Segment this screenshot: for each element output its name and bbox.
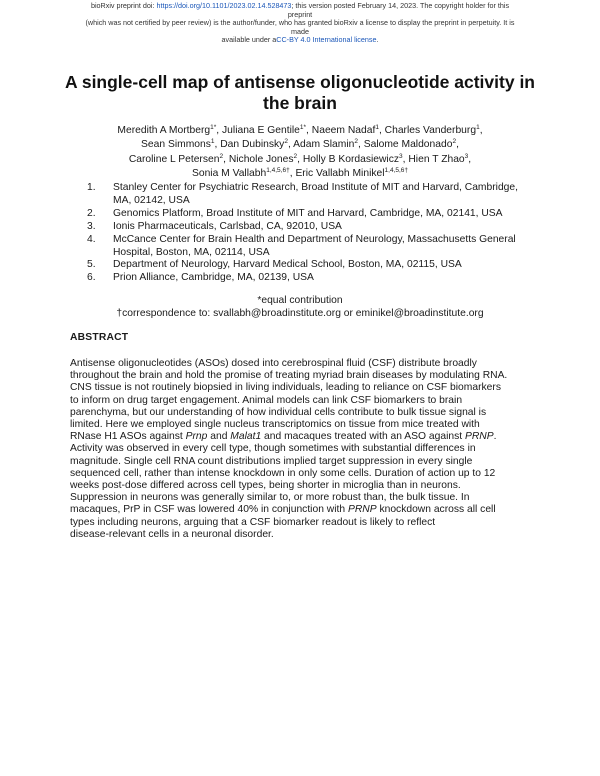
affiliation-text: Prion Alliance, Cambridge, MA, 02139, USA bbox=[113, 272, 314, 284]
abstract-line: parenchyma, but our understanding of how individual cells contribute to bulk tissue signal is bbox=[70, 406, 487, 418]
author-name: Juliana E Gentile$^{1*}$, bbox=[222, 124, 312, 136]
author-affiliation-marker: 1 bbox=[210, 138, 215, 146]
affiliation-number: 4. bbox=[87, 233, 96, 245]
affiliation-text: Ionis Pharmaceuticals, Carlsbad, CA, 92010, USA bbox=[113, 220, 342, 232]
author-name: Meredith A Mortberg$^{1*}$, bbox=[117, 124, 223, 136]
abstract-line: to inform on drug target engagement. Animal models can link CSF biomarkers to brain bbox=[70, 394, 463, 406]
author-affiliation-marker: 3 bbox=[399, 152, 403, 160]
author-affiliation-marker: 3 bbox=[464, 152, 469, 160]
abstract-body bbox=[70, 358, 532, 541]
abstract-line: sequenced cell, rather than intense knockdown in only some cells. Duration of action up to 12 bbox=[70, 467, 496, 479]
notice-line-3: available under aCC-BY 4.0 International license. bbox=[221, 35, 379, 45]
abstract-line: throughout the brain and hold the promise of treating myriad brain diseases by modulating RNA. bbox=[70, 370, 508, 382]
author-affiliation-marker: 1,4,5,6† bbox=[384, 167, 409, 175]
affiliation-item bbox=[87, 221, 537, 234]
abstract-line: Antisense oligonucleotides (ASOs) dosed into cerebrospinal fluid (CSF) distribute broadly bbox=[70, 358, 477, 369]
affiliation-item bbox=[87, 234, 537, 260]
equal-contribution-note: *equal contribution bbox=[257, 295, 343, 306]
affiliation-item bbox=[87, 272, 537, 285]
abstract-line: limited. Here we employed single nucleus transcriptomics on tissue from mice treated with bbox=[70, 419, 480, 431]
gene-name: PRNP bbox=[347, 504, 377, 516]
abstract-line: magnitude. Single cell RNA count distributions implied target suppression in every single bbox=[70, 455, 473, 467]
gene-name: Malat1 bbox=[230, 431, 262, 443]
author-affiliation-marker: 2 bbox=[284, 138, 288, 146]
abstract-heading: ABSTRACT bbox=[70, 332, 129, 343]
affiliation-text: Genomics Platform, Broad Institute of MIT and Harvard, Cambridge, MA, 02141, USA bbox=[113, 207, 503, 219]
affiliation-number: 6. bbox=[87, 272, 96, 284]
author-list bbox=[95, 124, 505, 182]
gene-name: Prnp bbox=[185, 431, 208, 443]
affiliation-text: Department of Neurology, Harvard Medical School, Boston, MA, 02115, USA bbox=[113, 259, 462, 271]
affiliation-number: 2. bbox=[87, 207, 96, 219]
author-name: Adam Slamin$^2$, bbox=[293, 138, 364, 151]
affiliation-item bbox=[87, 259, 537, 272]
correspondence-note: †correspondence to: svallabh@broadinstitute.org or eminikel@broadinstitute.org bbox=[116, 307, 484, 319]
license-link[interactable]: CC-BY 4.0 International license bbox=[276, 35, 377, 45]
preprint-notice bbox=[80, 2, 520, 45]
author-affiliation-marker: 1* bbox=[210, 124, 217, 131]
affiliation-list bbox=[87, 182, 537, 285]
author-affiliation-marker: 2 bbox=[354, 138, 358, 146]
affiliation-text: Stanley Center for Psychiatric Research, Broad Institute of MIT and Harvard, Cambridge, MA, 02142, USA bbox=[113, 182, 518, 206]
author-name: Hien T Zhao$^3$, bbox=[408, 152, 472, 165]
paper-title: A single-cell map of antisense oligonucleotide activity in the brain bbox=[64, 72, 535, 113]
author-name: Naeem Nadaf$^1$, bbox=[311, 124, 385, 136]
doi-link[interactable]: https://doi.org/10.1101/2023.02.14.528473 bbox=[156, 1, 292, 10]
abstract-line: disease-relevant cells in a neuronal disorder. bbox=[70, 528, 274, 540]
contribution-notes bbox=[70, 295, 530, 321]
author-affiliation-marker: 2 bbox=[452, 138, 457, 146]
abstract-line: Activity was observed in every cell type, though sometimes with substantial differences in bbox=[70, 443, 476, 455]
author-affiliation-marker: 2 bbox=[219, 152, 224, 160]
author-affiliation-marker: 1* bbox=[299, 124, 307, 131]
author-name: Holly B Kordasiewicz$^3$, bbox=[302, 152, 409, 165]
abstract-line: types including neurons, arguing that a CSF biomarker readout is likely to reflect bbox=[70, 516, 436, 528]
author-affiliation-marker: 1 bbox=[476, 124, 480, 131]
author-name: Sean Simmons$^1$, bbox=[141, 138, 221, 151]
abstract-line: Suppression in neurons was generally similar to, or more robust than, the bulk tissue. In bbox=[70, 492, 470, 504]
notice-line-1: bioRxiv preprint doi: https://doi.org/10.1101/2023.02.14.528473; this version posted February 14, 2023. The copyright holder for this preprint bbox=[90, 1, 510, 19]
author-affiliation-marker: 1,4,5,6† bbox=[266, 167, 290, 175]
abstract-line: weeks post-dose differed across cell types, being shorter in microglia than in neurons. bbox=[70, 480, 461, 492]
gene-name: PRNP bbox=[464, 431, 494, 443]
abstract-line: RNase H1 ASOs against Prnp and Malat1 and macaques treated with an ASO against PRNP. bbox=[70, 431, 497, 443]
author-name: Eric Vallabh Minikel$^{1,4,5,6\dagger}$ bbox=[295, 167, 409, 180]
affiliation-text: McCance Center for Brain Health and Department of Neurology, Massachusetts General Hospital, Boston, MA, 02114, USA bbox=[113, 233, 516, 258]
affiliation-item bbox=[87, 182, 537, 208]
author-name: Nichole Jones$^2$, bbox=[228, 152, 303, 165]
author-name: Charles Vanderburg$^1$, bbox=[384, 124, 483, 136]
abstract-line: macaques, PrP in CSF was lowered 40% in conjunction with PRNP knockdown across all cell bbox=[70, 504, 496, 516]
affiliation-number: 5. bbox=[87, 259, 96, 271]
affiliation-number: 1. bbox=[87, 182, 96, 193]
author-name: Salome Maldonado$^2$, bbox=[363, 138, 459, 151]
author-name: Caroline L Petersen$^2$, bbox=[128, 152, 229, 165]
affiliation-number: 3. bbox=[87, 220, 96, 232]
abstract-line: CNS tissue is not routinely biopsied in living individuals, leading to reliance on CSF biomarkers bbox=[70, 382, 501, 394]
author-affiliation-marker: 1 bbox=[375, 124, 379, 131]
author-name: Dan Dubinsky$^2$, bbox=[220, 138, 294, 151]
author-affiliation-marker: 2 bbox=[293, 152, 298, 160]
notice-line-2: (which was not certified by peer review) is the author/funder, who has granted bioRxiv a license to display the preprint in perpetuity. It is made bbox=[85, 18, 515, 36]
author-name: Sonia M Vallabh$^{1,4,5,6\dagger}$, bbox=[191, 167, 296, 180]
affiliation-item bbox=[87, 208, 537, 221]
